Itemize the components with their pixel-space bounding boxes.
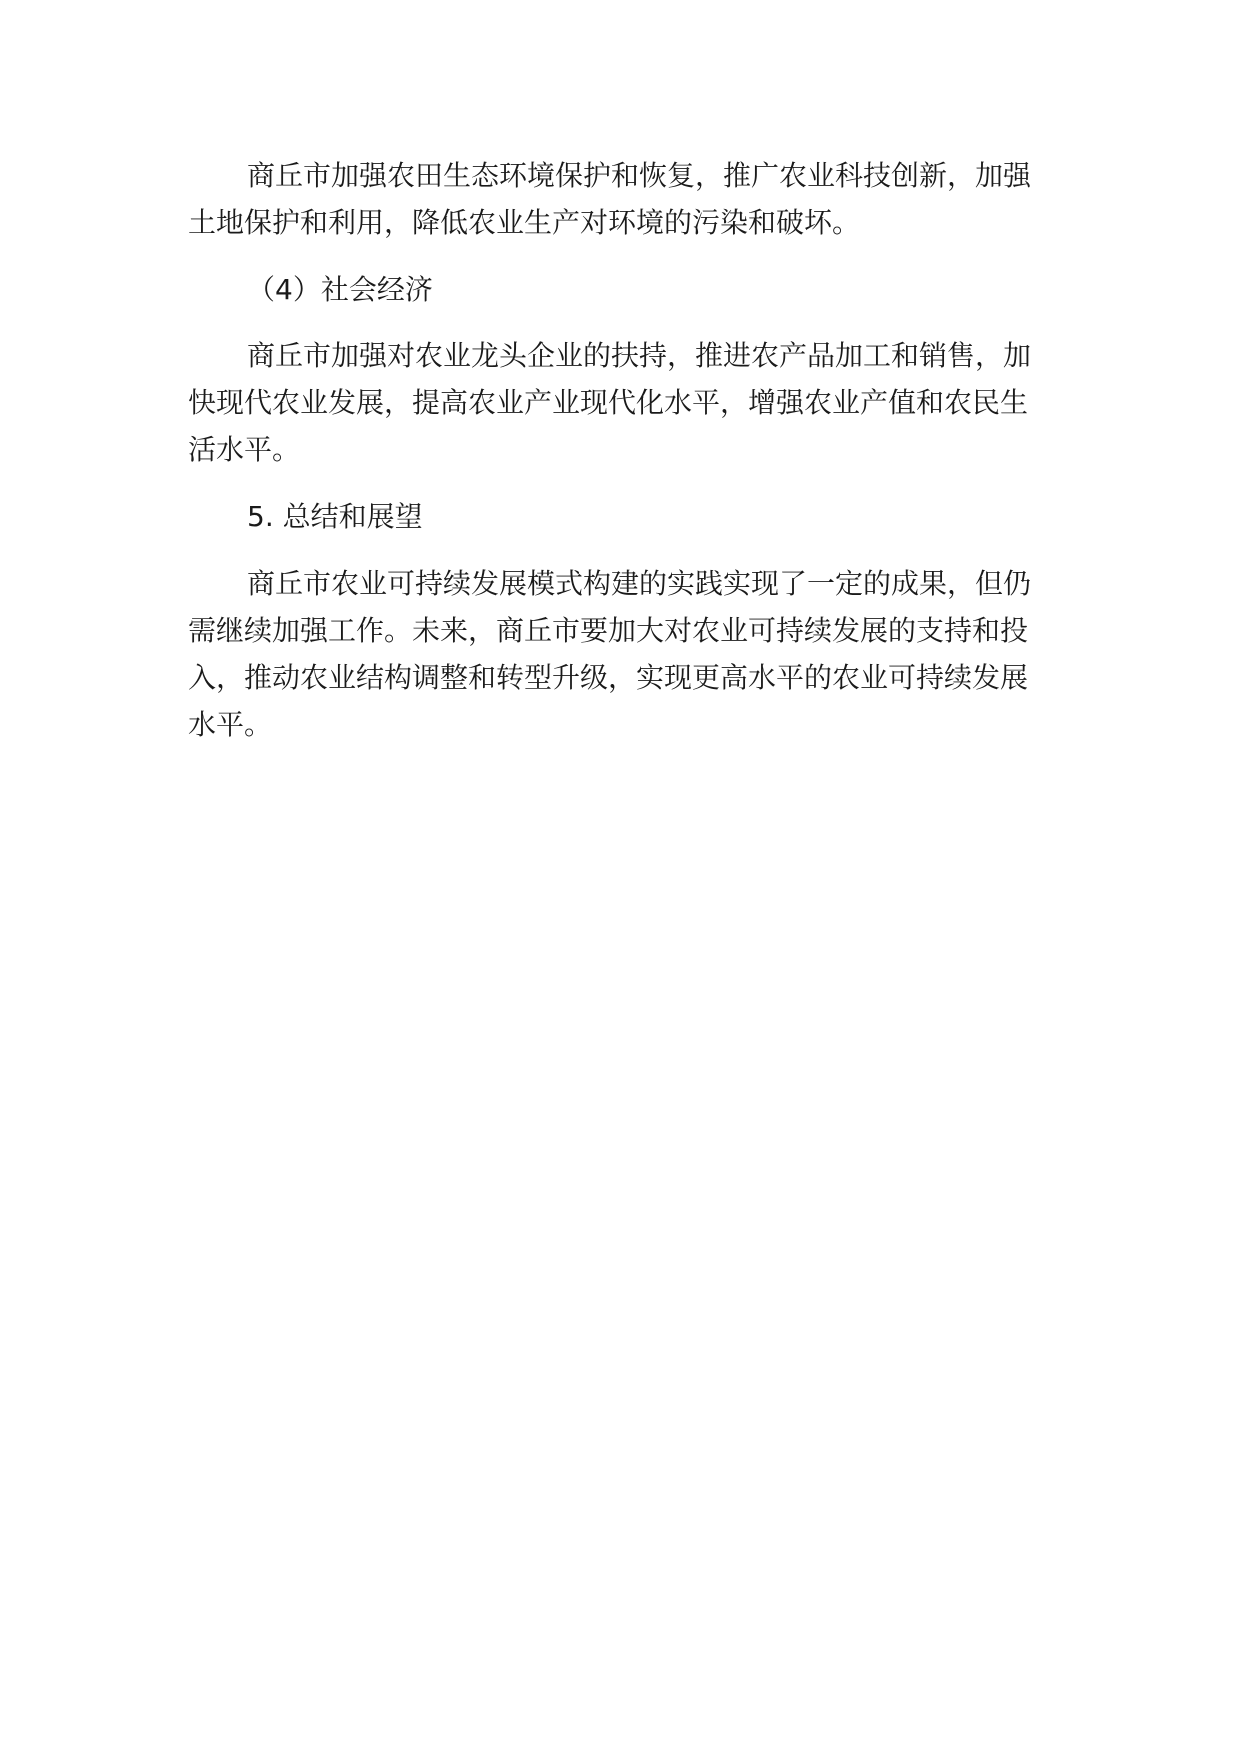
paragraph-summary: 商丘市农业可持续发展模式构建的实践实现了一定的成果，但仍需继续加强工作。未来，商丘市要加大对农业可持续发展的支持和投入，推动农业结构调整和转型升级，实现更高水平的农业可持续发展水平。 xyxy=(188,567,1032,741)
paragraph-social-economy: 商丘市加强对农业龙头企业的扶持，推进农产品加工和销售，加快现代农业发展，提高农业产业现代化水平，增强农业产值和农民生活水平。 xyxy=(188,339,1032,466)
heading-summary: 5. 总结和展望 xyxy=(247,500,423,533)
paragraph-ecology: 商丘市加强农田生态环境保护和恢复，推广农业科技创新，加强土地保护和利用，降低农业生产对环境的污染和破坏。 xyxy=(188,159,1032,239)
heading-social-economy: （4）社会经济 xyxy=(247,273,433,306)
document-body xyxy=(188,152,1038,748)
